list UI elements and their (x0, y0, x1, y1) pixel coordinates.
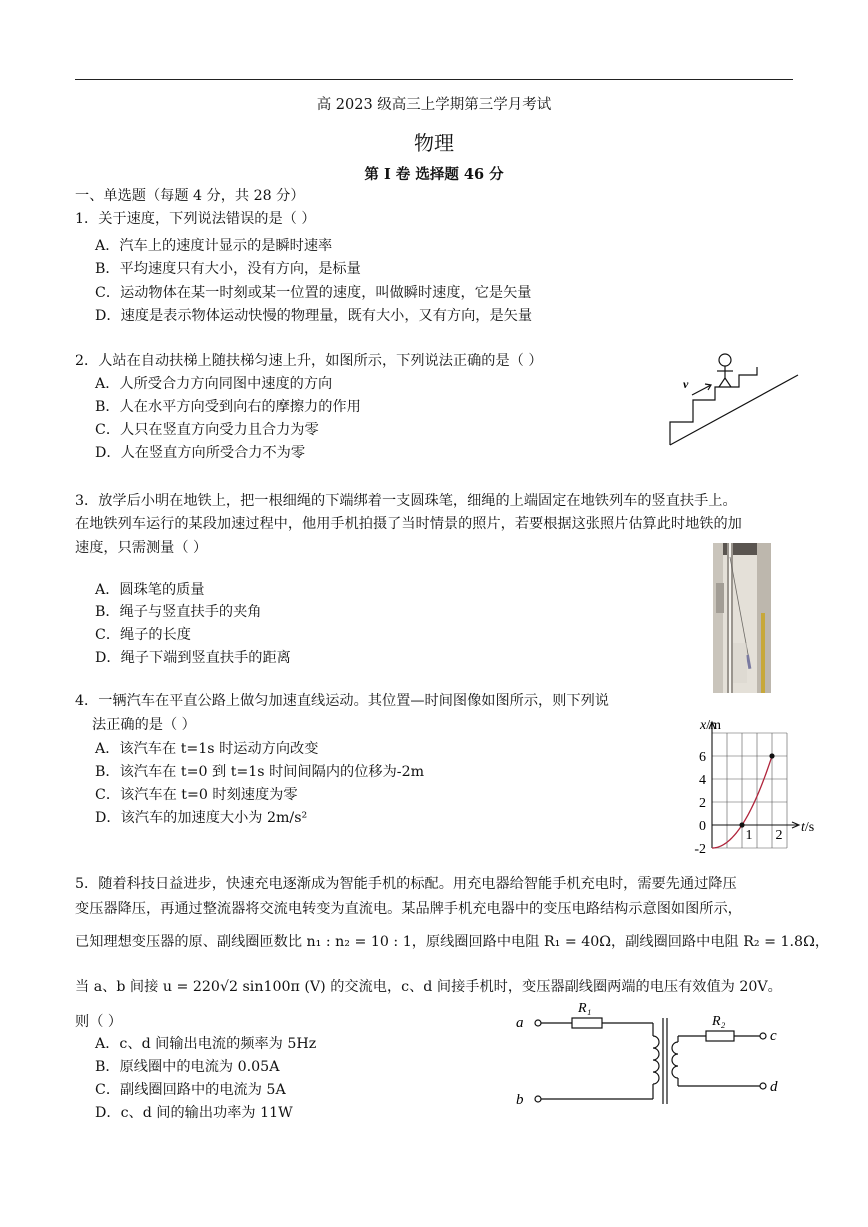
q2-stem: 2．人站在自动扶梯上随扶梯匀速上升，如图所示，下列说法正确的是（ ） (75, 353, 543, 369)
q3-option-c[interactable]: C．绳子的长度 (95, 627, 191, 643)
person-leg-right (725, 378, 731, 387)
marked-point (769, 753, 774, 758)
terminal-a (535, 1020, 541, 1026)
q4-option-c[interactable]: C．该汽车在 t=0 时刻速度为零 (95, 787, 298, 803)
position-time-chart (660, 710, 815, 860)
y-tick-label: 2 (699, 796, 706, 811)
label-c: c (770, 1028, 777, 1044)
escalator-incline (670, 375, 798, 445)
q4-option-a[interactable]: A．该汽车在 t=1s 时运动方向改变 (95, 741, 319, 757)
q3-stem-line1: 3．放学后小明在地铁上，把一根细绳的下端绑着一支圆珠笔，细绳的上端固定在地铁列车的竖直扶手上。 (75, 493, 737, 509)
label-r1: R₁ (578, 1001, 592, 1016)
y-tick-label: 6 (699, 750, 706, 765)
q4-option-b[interactable]: B．该汽车在 t=0 到 t=1s 时间间隔内的位移为-2m (95, 764, 425, 780)
x-tick-label: 1 (745, 828, 753, 843)
transformer-circuit (508, 998, 788, 1110)
velocity-label: v (683, 377, 689, 391)
terminal-b (535, 1096, 541, 1102)
top-rule (75, 79, 793, 80)
chart-axes (709, 722, 799, 848)
q3-stem-line3: 速度，只需测量（ ） (75, 540, 208, 556)
q5-stem-line1: 5．随着科技日益进步，快速充电逐渐成为智能手机的标配。用充电器给智能手机充电时，需要先通过降压 (75, 876, 737, 892)
q1-stem: 1．关于速度，下列说法错误的是（ ） (75, 211, 316, 227)
q4-option-d[interactable]: D．该汽车的加速度大小为 2m/s² (95, 810, 308, 826)
y-axis-label: x/m (700, 718, 721, 733)
q5-option-d[interactable]: D．c、d 间的输出功率为 11W (95, 1105, 293, 1121)
y-tick-label: -2 (694, 842, 706, 857)
q5-option-c[interactable]: C．副线圈回路中的电流为 5A (95, 1082, 286, 1098)
q5-stem-line3: 已知理想变压器的原、副线圈匝数比 n₁ : n₂ = 10 : 1，原线圈回路中电阻 R₁ = 40Ω，副线圈回路中电阻 R₂ = 1.8Ω， (75, 934, 830, 950)
q5-option-b[interactable]: B．原线圈中的电流为 0.05A (95, 1059, 280, 1075)
q1-option-c[interactable]: C．运动物体在某一时刻或某一位置的速度，叫做瞬时速度，它是矢量 (95, 285, 532, 301)
terminal-d (760, 1083, 766, 1089)
label-d: d (770, 1079, 778, 1095)
x-axis-label: t/s (801, 820, 815, 835)
q4-stem-line2: 法正确的是（ ） (92, 717, 196, 733)
q5-stem-line5: 则（ ） (75, 1014, 123, 1030)
label-r2: R₂ (712, 1014, 726, 1029)
part-one-heading: 一、单选题（每题 4 分，共 28 分） (75, 188, 305, 204)
q1-option-a[interactable]: A．汽车上的速度计显示的是瞬时速率 (95, 238, 333, 254)
q2-option-c[interactable]: C．人只在竖直方向受力且合力为零 (95, 422, 319, 438)
escalator-figure (665, 345, 805, 450)
resistor-r2 (706, 1031, 734, 1041)
q3-option-b[interactable]: B．绳子与竖直扶手的夹角 (95, 604, 262, 620)
q2-option-d[interactable]: D．人在竖直方向所受合力不为零 (95, 445, 306, 461)
y-tick-label: 0 (699, 819, 706, 834)
terminal-c (760, 1033, 766, 1039)
subject-title: 物理 (414, 131, 454, 155)
q1-option-d[interactable]: D．速度是表示物体运动快慢的物理量，既有大小，又有方向，是矢量 (95, 308, 533, 324)
q5-stem-line2: 变压器降压，再通过整流器将交流电转变为直流电。某品牌手机充电器中的变压电路结构示意图如图所示， (75, 901, 742, 917)
y-tick-label: 4 (699, 773, 706, 788)
label-b: b (516, 1092, 524, 1108)
q3-option-a[interactable]: A．圆珠笔的质量 (95, 582, 205, 598)
q2-option-b[interactable]: B．人在水平方向受到向右的摩擦力的作用 (95, 399, 361, 415)
subway-photo (713, 543, 771, 693)
label-a: a (516, 1015, 524, 1031)
chart-series (712, 753, 775, 848)
q5-option-a[interactable]: A．c、d 间输出电流的频率为 5Hz (95, 1036, 317, 1052)
q5-stem-line4: 当 a、b 间接 u = 220√2 sin100π (V) 的交流电，c、d 间接手机时，变压器副线圈两端的电压有效值为 20V。 (75, 979, 782, 995)
q1-option-b[interactable]: B．平均速度只有大小，没有方向，是标量 (95, 261, 361, 277)
q3-option-d[interactable]: D．绳子下端到竖直扶手的距离 (95, 650, 291, 666)
q3-stem-line2: 在地铁列车运行的某段加速过程中，他用手机拍摄了当时情景的照片，若要根据这张照片估算此时地铁的加 (75, 516, 742, 532)
section-title: 第 I 卷 选择题 46 分 (364, 166, 504, 183)
exam-title: 高 2023 级高三上学期第三学月考试 (316, 97, 552, 113)
resistor-r1 (572, 1018, 602, 1028)
person-head (719, 354, 731, 366)
q2-option-a[interactable]: A．人所受合力方向同图中速度的方向 (95, 376, 333, 392)
primary-coil (653, 1036, 659, 1084)
marked-point (739, 822, 744, 827)
secondary-coil (672, 1042, 678, 1078)
q4-stem-line1: 4．一辆汽车在平直公路上做匀加速直线运动。其位置—时间图像如图所示，则下列说 (75, 693, 609, 709)
x-tick-label: 2 (775, 828, 783, 843)
person-leg-left (719, 378, 725, 387)
